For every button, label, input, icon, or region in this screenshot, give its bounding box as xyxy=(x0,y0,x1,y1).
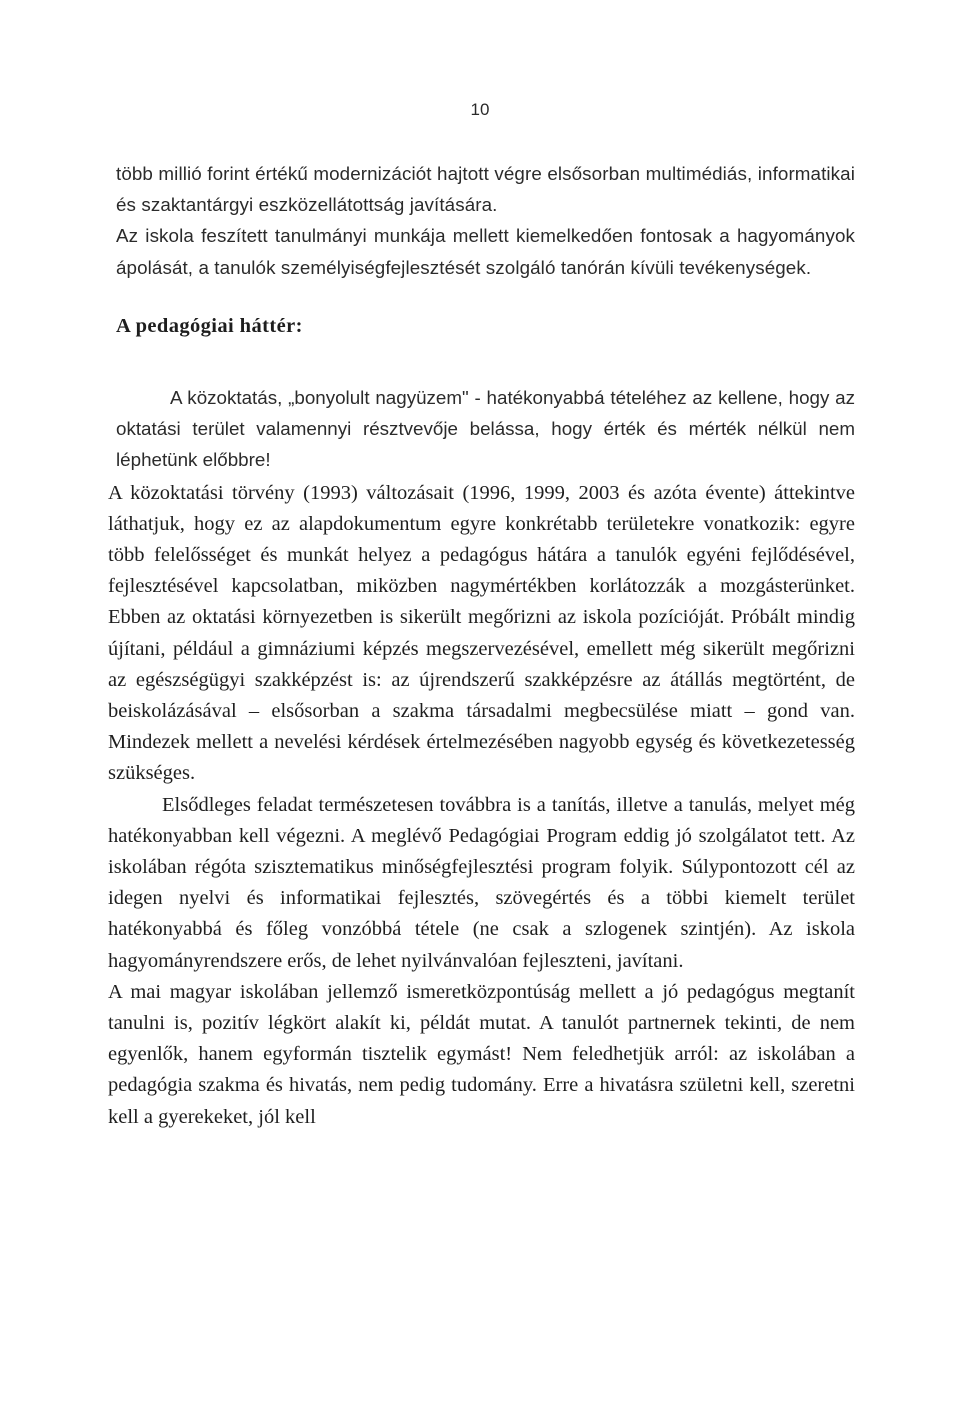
page-body xyxy=(108,158,855,1133)
body-paragraph: A mai magyar iskolában jellemző ismeretközpontúság mellett a jó pedagógus megtanít tanulni is, pozitív légkört alakít ki, példát mutat. A tanulót partnernek tekinti, de nem egyenlők, hanem egyformán tisztelik egymást! Nem feledhetjük arról: az iskolában a pedagógia szakma és hivatás, nem pedig tudomány. Erre a hivatásra születni kell, szeretni kell a gyerekeket, jól kell xyxy=(108,980,855,1128)
body-paragraph: Elsődleges feladat természetesen továbbra is a tanítás, illetve a tanulás, melyet még hatékonyabban kell végezni. A meglévő Pedagógiai Program eddig jó szolgálatot tett. Az iskolában régóta szisztematikus minőségfejlesztési program folyik. Súlypontozott cél az idegen nyelvi és informatikai fejlesztés, szövegértés és a többi kiemelt terület hatékonyabbá és főleg vonzóbbá tétele (ne csak a szlogenek szintjén). Az iskola hagyományrendszere erős, de lehet nyilvánvalóan fejleszteni, javítani. xyxy=(108,793,855,972)
body-paragraph: A közoktatás, „bonyolult nagyüzem" - hatékonyabbá tételéhez az kellene, hogy az oktatási terület valamennyi résztvevője belássa, hogy érték és mérték nélkül nem léphetünk előbbre! xyxy=(116,387,855,471)
page-number: 10 xyxy=(470,100,490,119)
intro-paragraph: több millió forint értékű modernizációt hajtott végre elsősorban multimédiás, informatikai és szaktantárgyi eszközellátottság javítására. xyxy=(116,163,855,216)
section-heading: A pedagógiai háttér: xyxy=(116,314,303,337)
intro-paragraph: Az iskola feszített tanulmányi munkája mellett kiemelkedően fontosak a hagyományok ápolását, a tanulók személyiségfejlesztését szolgáló tanórán kívüli tevékenységek. xyxy=(116,225,855,278)
body-paragraph: A közoktatási törvény (1993) változásait (1996, 1999, 2003 és azóta évente) áttekintve láthatjuk, hogy ez az alapdokumentum egyre konkrétabb területekre vonatkozik: egyre több felelősséget és munkát helyez a pedagógus hátára a tanulók egyéni fejlődésével, fejlesztésével kapcsolatban, miközben nagymértékben korlátozzák a mozgásterünket. Ebben az oktatási környezetben is sikerült megőrizni az iskola pozícióját. Próbált mindig újítani, például a gimnáziumi képzés megszervezésével, emellett még sikerült megőrizni az egészségügyi szakképzést is: az újrendszerű szakképzésre az átállás megtörtént, de beiskolázásával – elsősorban a szakma társadalmi megbecsülése miatt – gond van. Mindezek mellett a nevelési kérdések értelmezésében nagyobb egység és következetesség szükséges. xyxy=(108,481,855,785)
